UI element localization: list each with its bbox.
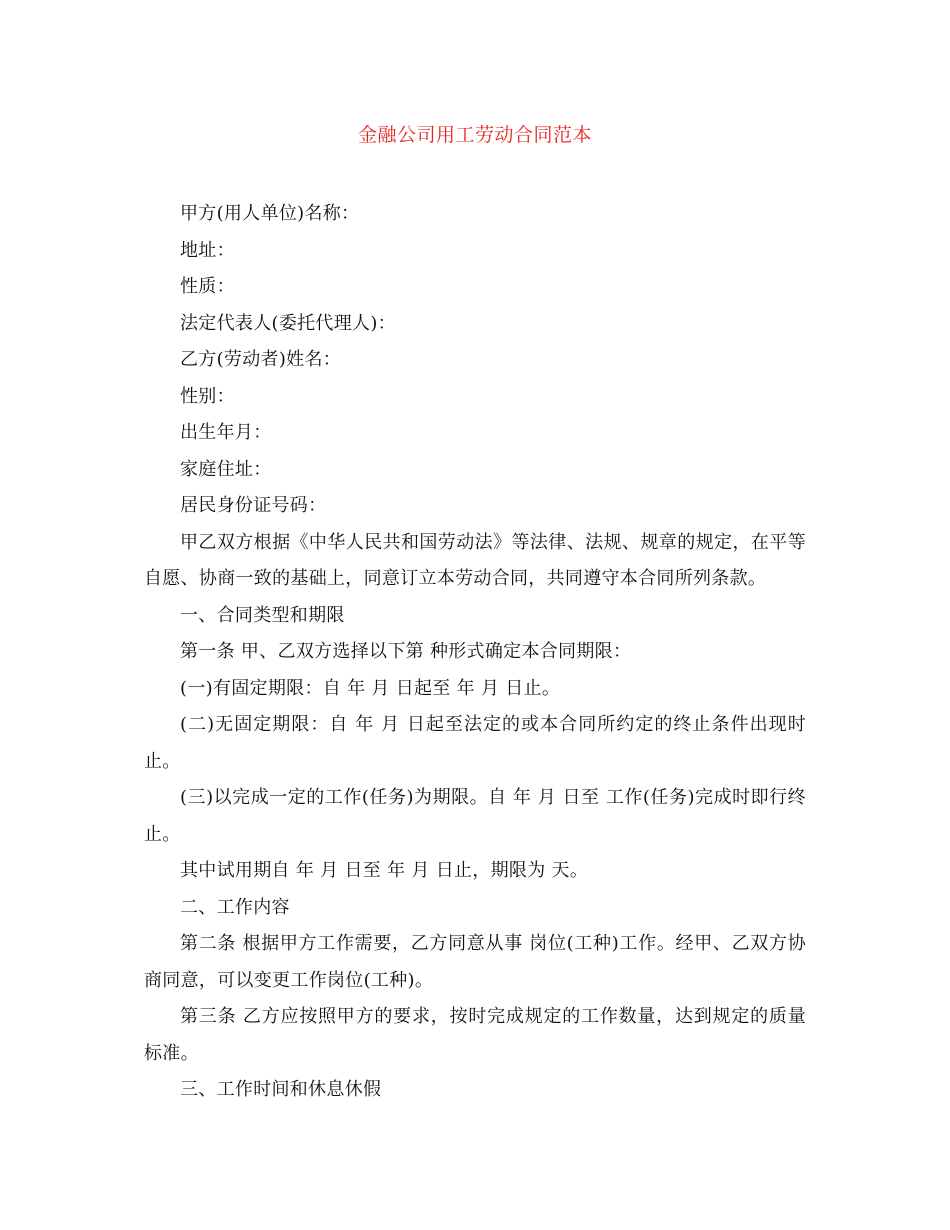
- paragraph-address: 地址：: [180, 239, 235, 261]
- section-heading-work-content: 二、工作内容: [180, 896, 290, 918]
- paragraph-party-b-name: 乙方(劳动者)姓名：: [180, 349, 342, 370]
- article-1-option-3: (三)以完成一定的工作(任务)为期限。自 年 月 日至 工作(任务)完成时即行终止。: [144, 787, 806, 845]
- paragraph-birth-date: 出生年月：: [180, 422, 272, 443]
- document-body: [144, 196, 806, 1109]
- paragraph-id-number: 居民身份证号码：: [180, 495, 327, 516]
- paragraph-preamble: 甲乙双方根据《中华人民共和国劳动法》等法律、法规、规章的规定，在平等自愿、协商一致的基础上，同意订立本劳动合同，共同遵守本合同所列条款。: [144, 531, 806, 589]
- document-title: 金融公司用工劳动合同范本: [357, 124, 592, 146]
- article-1-option-2: (二)无固定期限：自 年 月 日起至法定的或本合同所约定的终止条件出现时止。: [144, 714, 806, 772]
- article-2: 第二条 根据甲方工作需要，乙方同意从事 岗位(工种)工作。经甲、乙双方协商同意，可以变更工作岗位(工种)。: [144, 933, 806, 991]
- section-heading-contract-type: 一、合同类型和期限: [180, 604, 345, 626]
- paragraph-gender: 性别：: [180, 385, 235, 407]
- article-3: 第三条 乙方应按照甲方的要求，按时完成规定的工作数量，达到规定的质量标准。: [144, 1006, 806, 1064]
- paragraph-home-address: 家庭住址：: [180, 458, 272, 480]
- article-1: 第一条 甲、乙双方选择以下第 种形式确定本合同期限：: [180, 641, 632, 662]
- paragraph-nature: 性质：: [180, 276, 235, 297]
- paragraph-probation: 其中试用期自 年 月 日至 年 月 日止，期限为 天。: [180, 860, 589, 881]
- section-heading-working-hours: 三、工作时间和休息休假: [180, 1079, 382, 1100]
- article-1-option-1: (一)有固定期限：自 年 月 日起至 年 月 日止。: [180, 677, 561, 699]
- paragraph-legal-representative: 法定代表人(委托代理人)：: [180, 312, 396, 334]
- paragraph-party-a-name: 甲方(用人单位)名称：: [180, 203, 360, 224]
